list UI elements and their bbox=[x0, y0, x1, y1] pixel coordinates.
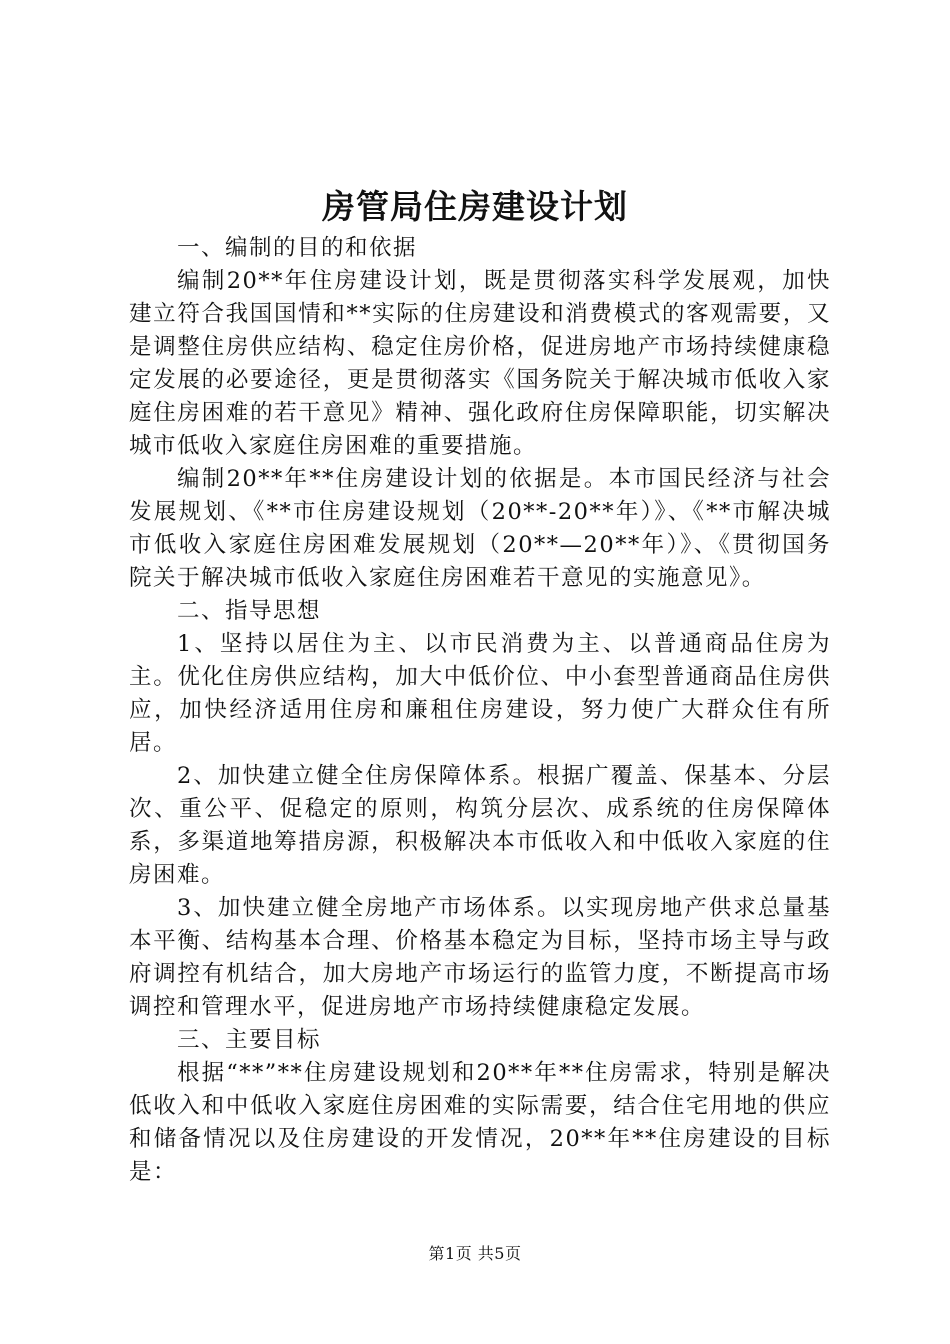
section-heading: 一、编制的目的和依据 bbox=[177, 235, 418, 261]
paragraph: 3、加快建立健全房地产市场体系。以实现房地产供求总量基本平衡、结构基本合理、价格基本稳定为目标，坚持市场主导与政府调控有机结合，加大房地产市场运行的监管力度，不断提高市场调控和管理水平，促进房地产市场持续健康稳定发展。 bbox=[129, 895, 831, 1020]
paragraph: 1、坚持以居住为主、以市民消费为主、以普通商品住房为主。优化住房供应结构，加大中低价位、中小套型普通商品住房供应，加快经济适用住房和廉租住房建设，努力使广大群众住有所居。 bbox=[129, 631, 831, 756]
paragraph: 编制20**年**住房建设计划的依据是。本市国民经济与社会发展规划、《**市住房建设规划（20**-20**年）》、《**市解决城市低收入家庭住房困难发展规划（20**—20**年）》、《贯彻国务院关于解决城市低收入家庭住房困难若干意见的实施意见》。 bbox=[129, 466, 831, 591]
document-body bbox=[129, 232, 831, 1189]
paragraph: 2、加快建立健全住房保障体系。根据广覆盖、保基本、分层次、重公平、促稳定的原则，构筑分层次、成系统的住房保障体系，多渠道地筹措房源，积极解决本市低收入和中低收入家庭的住房困难。 bbox=[129, 763, 831, 888]
section-heading: 二、指导思想 bbox=[177, 598, 322, 624]
section-heading: 三、主要目标 bbox=[177, 1027, 322, 1053]
paragraph: 编制20**年住房建设计划，既是贯彻落实科学发展观，加快建立符合我国国情和**实际的住房建设和消费模式的客观需要，又是调整住房供应结构、稳定住房价格，促进房地产市场持续健康稳定发展的必要途径，更是贯彻落实《国务院关于解决城市低收入家庭住房困难的若干意见》精神、强化政府住房保障职能，切实解决城市低收入家庭住房困难的重要措施。 bbox=[129, 268, 831, 459]
paragraph: 根据“**”**住房建设规划和20**年**住房需求，特别是解决低收入和中低收入家庭住房困难的实际需要，结合住宅用地的供应和储备情况以及住房建设的开发情况，20**年**住房建设的目标是： bbox=[129, 1060, 831, 1185]
page-footer: 第1页 共5页 bbox=[428, 1244, 522, 1263]
document-title: 房管局住房建设计划 bbox=[322, 187, 628, 226]
